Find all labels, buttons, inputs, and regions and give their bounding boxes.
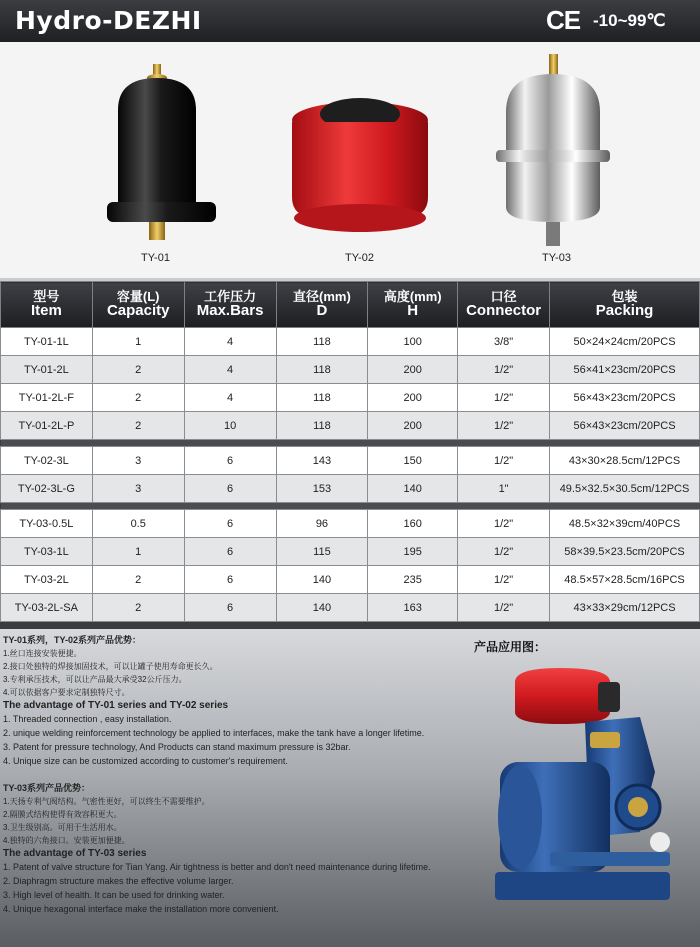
cell-item: TY-03-2L [1,566,93,594]
cell-item: TY-01-2L [1,356,93,384]
cell-packing: 48.5×32×39cm/40PCS [550,510,700,538]
cell-connector: 1" [458,475,550,503]
cell-packing: 43×30×28.5cm/12PCS [550,447,700,475]
list-item: 4. Unique size can be customized according to customer's requirement. [3,756,288,766]
column-header-packing: 包装 Packing [550,282,700,328]
list-item: 3.卫生级别高。可用于生活用水。 [3,823,122,832]
cell-max-bars: 6 [184,594,276,622]
cell-height: 160 [368,510,458,538]
cell-height: 163 [368,594,458,622]
cell-max-bars: 6 [184,475,276,503]
cell-connector: 1/2" [458,412,550,440]
cell-connector: 1/2" [458,384,550,412]
table-row [1,594,700,622]
list-item: 4. Unique hexagonal interface make the installation more convenient. [3,904,279,914]
cell-diameter: 118 [276,356,368,384]
cell-item: TY-03-2L-SA [1,594,93,622]
cell-diameter: 143 [276,447,368,475]
list-item: 1.天扬专利气阀结构。气密性更好，可以终生不需要维护。 [3,797,210,806]
cell-packing: 56×43×23cm/20PCS [550,384,700,412]
cell-item: TY-01-1L [1,328,93,356]
cell-item: TY-02-3L [1,447,93,475]
temperature-range: -10~99℃ [593,11,666,30]
cell-height: 200 [368,384,458,412]
table-group-separator [1,440,700,447]
cell-height: 200 [368,356,458,384]
ty01-02-heading-en: The advantage of TY-01 series and TY-02 series [3,700,229,711]
list-item: 4.独特的六角接口。安装更加便捷。 [3,836,130,845]
table-row [1,510,700,538]
cell-packing: 48.5×57×28.5cm/16PCS [550,566,700,594]
cell-packing: 43×33×29cm/12PCS [550,594,700,622]
table-row [1,475,700,503]
product-caption-ty-02: TY-02 [345,252,374,264]
cell-item: TY-03-0.5L [1,510,93,538]
column-header-item: 型号 Item [1,282,93,328]
cell-packing: 49.5×32.5×30.5cm/12PCS [550,475,700,503]
advantages-notes [3,631,443,916]
column-header-capacity: 容量(L) Capacity [92,282,184,328]
cell-height: 235 [368,566,458,594]
cell-connector: 1/2" [458,356,550,384]
cell-diameter: 140 [276,594,368,622]
cell-packing: 58×39.5×23.5cm/20PCS [550,538,700,566]
cell-capacity: 3 [92,475,184,503]
cell-item: TY-03-1L [1,538,93,566]
list-item: 3. Patent for pressure technology, And Products can stand maximum pressure is 32bar. [3,742,351,752]
pump-application-image [490,662,680,932]
cell-connector: 1/2" [458,566,550,594]
table-row [1,538,700,566]
table-row [1,384,700,412]
list-item: 4.可以依据客户要求定制独特尺寸。 [3,688,130,697]
cell-capacity: 1 [92,538,184,566]
cell-connector: 1/2" [458,594,550,622]
list-item: 2.隔膜式结构使得有效容积更大。 [3,810,122,819]
cell-max-bars: 6 [184,447,276,475]
cell-diameter: 118 [276,384,368,412]
cell-item: TY-01-2L-F [1,384,93,412]
table-row [1,566,700,594]
list-item: 2. Diaphragm structure makes the effective volume larger. [3,876,234,886]
ty01-02-heading-zh: TY-01系列，TY-02系列产品优势： [3,635,142,645]
column-header-height: 高度(mm) H [368,282,458,328]
cell-height: 195 [368,538,458,566]
table-row [1,356,700,384]
cell-max-bars: 4 [184,328,276,356]
cell-capacity: 2 [92,594,184,622]
list-item: 3. High level of health. It can be used for drinking water. [3,890,225,900]
column-header-connector: 口径 Connector [458,282,550,328]
cell-max-bars: 6 [184,566,276,594]
cell-capacity: 2 [92,566,184,594]
application-title: 产品应用图： [474,640,547,654]
ty03-heading-zh: TY-03系列产品优势： [3,783,91,793]
cell-capacity: 2 [92,412,184,440]
cell-capacity: 3 [92,447,184,475]
cell-diameter: 115 [276,538,368,566]
list-item: 2. unique welding reinforcement technology be applied to interfaces, make the tank have a longer lifetime. [3,728,425,738]
cell-height: 150 [368,447,458,475]
header-bar [0,0,700,42]
cell-height: 140 [368,475,458,503]
column-header-diameter: 直径(mm) D [276,282,368,328]
table-row [1,328,700,356]
ty03-heading-en: The advantage of TY-03 series [3,848,147,859]
cell-packing: 50×24×24cm/20PCS [550,328,700,356]
cell-capacity: 1 [92,328,184,356]
table-group-separator [1,503,700,510]
cell-max-bars: 4 [184,356,276,384]
separator-cell [1,503,700,510]
cell-connector: 1/2" [458,510,550,538]
cell-capacity: 0.5 [92,510,184,538]
cell-diameter: 118 [276,412,368,440]
table-row [1,447,700,475]
specification-table [0,281,700,622]
ce-mark-icon: CE [546,5,581,35]
list-item: 2.接口处独特的焊接加固技术，可以让罐子使用寿命更长久。 [3,662,218,671]
column-header-max-bars: 工作压力 Max.Bars [184,282,276,328]
cell-height: 100 [368,328,458,356]
ty-02-tank-image [292,98,428,232]
table-header-row [1,282,700,328]
cell-max-bars: 6 [184,510,276,538]
product-caption-ty-03: TY-03 [542,252,571,264]
product-caption-ty-01: TY-01 [141,252,170,264]
list-item: 3.专利承压技术，可以让产品最大承受32公斤压力。 [3,675,187,684]
cell-item: TY-01-2L-P [1,412,93,440]
cell-diameter: 118 [276,328,368,356]
list-item: 1. Patent of valve structure for Tian Yang. Air tightness is better and don't need maintenance during lifetime. [3,862,431,872]
cell-diameter: 153 [276,475,368,503]
cell-capacity: 2 [92,356,184,384]
cell-capacity: 2 [92,384,184,412]
cell-height: 200 [368,412,458,440]
list-item: 1.丝口连接安装便捷。 [3,649,82,658]
ty-01-tank-image [107,64,216,240]
cell-max-bars: 10 [184,412,276,440]
separator-cell [1,440,700,447]
cell-diameter: 140 [276,566,368,594]
list-item: 1. Threaded connection , easy installation. [3,714,172,724]
cell-packing: 56×43×23cm/20PCS [550,412,700,440]
cell-packing: 56×41×23cm/20PCS [550,356,700,384]
cell-max-bars: 4 [184,384,276,412]
cell-max-bars: 6 [184,538,276,566]
brand-title: Hydro-DEZHI [15,6,202,35]
cell-connector: 1/2" [458,538,550,566]
cell-connector: 3/8" [458,328,550,356]
cell-connector: 1/2" [458,447,550,475]
cell-diameter: 96 [276,510,368,538]
product-photo-area [0,42,700,278]
ty-03-tank-image [496,54,610,246]
table-row [1,412,700,440]
cell-item: TY-02-3L-G [1,475,93,503]
